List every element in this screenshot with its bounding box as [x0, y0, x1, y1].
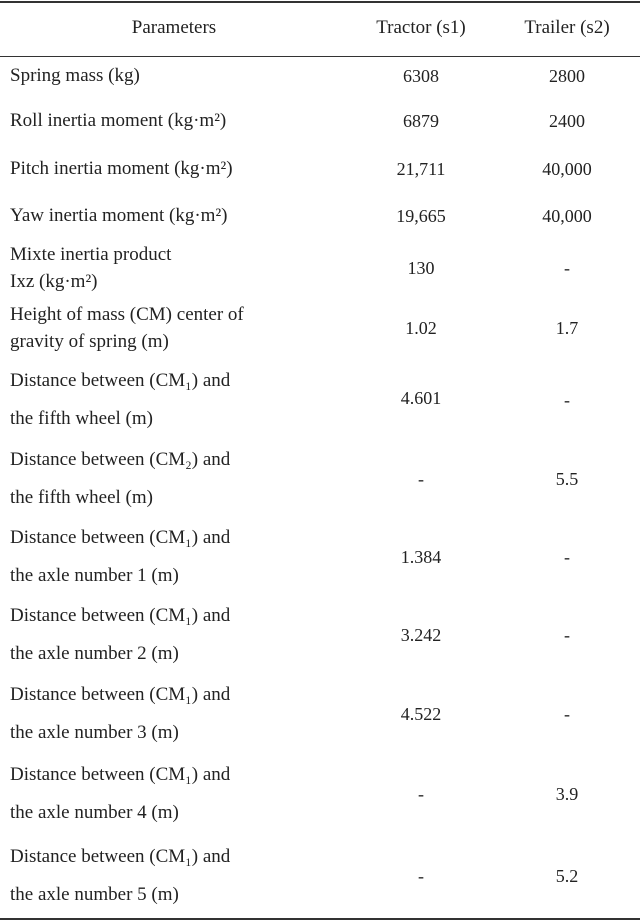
param-line1: Yaw inertia moment (kg·m²): [10, 205, 228, 226]
trailer-value: -: [564, 546, 570, 567]
trailer-value: 5.2: [555, 865, 579, 886]
header-trailer: Trailer (s2): [524, 17, 610, 38]
trailer-value: 2800: [549, 65, 585, 86]
tractor-value: -: [418, 865, 424, 886]
param-line2: Ixz (kg·m²): [10, 271, 98, 292]
tractor-value: -: [418, 783, 424, 804]
trailer-value: 2400: [549, 110, 585, 131]
param-line1: Distance between (CM₁) and: [10, 684, 231, 705]
table-row: [0, 754, 640, 834]
table-row: [0, 146, 640, 192]
header-tractor: Tractor (s1): [376, 17, 466, 38]
tractor-value: 6308: [403, 65, 439, 86]
trailer-value: -: [564, 257, 570, 278]
param-line1: Spring mass (kg): [10, 65, 140, 86]
param-label: [10, 834, 340, 918]
param-label: [10, 596, 340, 674]
tractor-value: -: [418, 468, 424, 489]
param-line2: the axle number 5 (m): [10, 884, 179, 905]
tractor-value: 3.242: [400, 624, 442, 645]
tractor-value: 130: [407, 257, 435, 278]
tractor-value: 6879: [403, 110, 439, 131]
tractor-value: 1.384: [400, 546, 442, 567]
param-line1: Distance between (CM₁) and: [10, 605, 231, 626]
param-line2: the axle number 3 (m): [10, 722, 179, 743]
tractor-value: 4.601: [400, 388, 442, 408]
param-line1: Distance between (CM₁) and: [10, 846, 231, 867]
tractor-value: 21,711: [396, 158, 446, 179]
table-row: [0, 240, 640, 296]
tractor-value: 1.02: [405, 317, 437, 338]
trailer-value: -: [564, 389, 570, 410]
param-line2: the fifth wheel (m): [10, 487, 153, 508]
table-bottom-rule: [0, 918, 640, 920]
trailer-value: 3.9: [555, 783, 579, 804]
table-row: [0, 56, 640, 96]
param-line2: gravity of spring (m): [10, 331, 169, 352]
param-label: [10, 240, 340, 296]
param-label: [10, 360, 340, 440]
param-line1: Pitch inertia moment (kg·m²): [10, 158, 233, 179]
table-row: [0, 360, 640, 440]
trailer-value: 40,000: [542, 158, 592, 179]
param-label: [10, 440, 340, 518]
param-label: [10, 96, 340, 146]
param-label: [10, 146, 340, 192]
param-line2: the fifth wheel (m): [10, 408, 153, 429]
tractor-value: 4.522: [400, 703, 442, 724]
table-row: [0, 834, 640, 918]
param-line2: the axle number 4 (m): [10, 802, 179, 823]
param-line2: the axle number 1 (m): [10, 565, 179, 586]
table-row: [0, 96, 640, 146]
param-line1: Mixte inertia product: [10, 244, 172, 265]
trailer-value: -: [564, 703, 570, 724]
trailer-value: 40,000: [542, 205, 592, 226]
trailer-value: 1.7: [555, 317, 579, 338]
table-row: [0, 518, 640, 596]
table-row: [0, 440, 640, 518]
param-line1: Distance between (CM₁) and: [10, 527, 231, 548]
table-row: [0, 596, 640, 674]
param-line1: Distance between (CM₁) and: [10, 764, 231, 785]
param-label: [10, 296, 340, 360]
param-label: [10, 192, 340, 240]
param-line2: the axle number 2 (m): [10, 643, 179, 664]
table-row: [0, 192, 640, 240]
table-row: [0, 296, 640, 360]
param-line1: Distance between (CM₂) and: [10, 449, 231, 470]
param-label: [10, 56, 340, 96]
param-line1: Roll inertia moment (kg·m²): [10, 110, 227, 131]
tractor-value: 19,665: [396, 205, 446, 226]
table-row: [0, 674, 640, 754]
trailer-value: 5.5: [555, 468, 579, 489]
param-line1: Height of mass (CM) center of: [10, 304, 244, 325]
header-parameters: Parameters: [131, 17, 217, 38]
param-line1: Distance between (CM₁) and: [10, 370, 231, 391]
trailer-value: -: [564, 624, 570, 645]
param-label: [10, 754, 340, 834]
param-label: [10, 518, 340, 596]
param-label: [10, 674, 340, 754]
